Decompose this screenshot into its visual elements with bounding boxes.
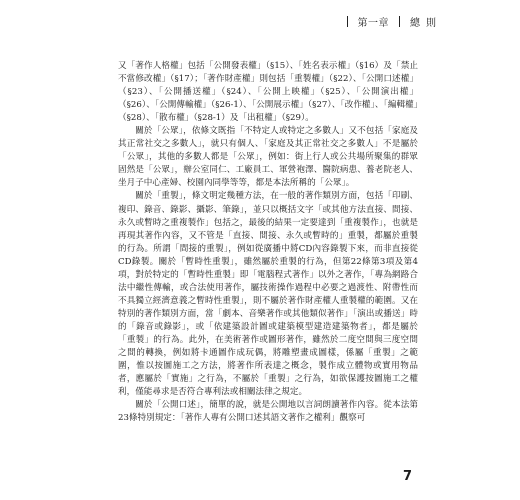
chapter-title: 總則: [410, 18, 442, 29]
running-head-divider: [399, 16, 400, 27]
running-head: [347, 14, 443, 29]
chapter-label: 第一章: [357, 18, 389, 29]
body-text: [118, 60, 418, 425]
paragraph-public-recitation: 關於「公開口述」，簡單的說，就是公開地以言詞朗讀著作內容。從本法第23條特別規定：「著作人專有公開口述其語文著作之權利」觀察可: [118, 400, 418, 424]
paragraph-public: 關於「公眾」，依條文既指「不特定人或特定之多數人」又不包括「家庭及其正常社交之多數人」，就只有個人、「家庭及其正常社交之多數人」不是屬於「公眾」，其他的多數人都是「公眾」，例如：街上行人或公共場所聚集的群眾固然是「公眾」，辦公室同仁、工廠員工、軍營袍澤、醫院病患、養老院老人、坐月子中心產婦、校園內同學等等，都是本法所稱的「公眾」。: [118, 126, 418, 189]
paragraph-reproduction: 關於「重製」，條文明定幾種方法，在一般的著作類別方面，包括「印刷、複印、錄音、錄影、攝影、筆錄」，並只以概括文字「或其他方法直接、間接、永久或暫時之重複製作」包括之，最後的結果一定要達到「重複製作」，也就是再現其著作內容，又不管是「直接、間接、永久或暫時的」重製，都屬於重製的行為。所謂「間接的重製」，例如從廣播中將CD內容錄製下來，而非直接從CD錄製。關於「暫時性重製」，雖然屬於重製的行為，但第22條第3項及第4項，對於特定的「暫時性重製」即「電腦程式著作」以外之著作，「專為網路合法中繼性傳輸，或合法使用著作，屬技術操作過程中必要之過渡性、附帶性而不具獨立經濟意義之暫時性重製」，則不屬於著作財產權人重製權的範圍。又在特別的著作類別方面，當「劇本、音樂著作或其他類似著作」「演出或播送」時的「錄音或錄影」，或「依建築設計圖或建築模型建造建築物者」，都是屬於「重製」的行為。此外，在美術著作或圖形著作，雖然於二度空間與三度空間之間的轉換，例如將卡通圖作成玩偶，將雕塑畫成圖樣，係屬「重製」之範圍，惟以按圖施工之方法，將著作所表達之概念，製作成立體物或實用物品者，應屬於「實施」之行為，不屬於「重製」之行為，如欲保護按圖施工之權利，僅能尋求是否符合專利法或相關法律之規定。: [118, 191, 418, 398]
page-number: 7: [403, 469, 413, 484]
paragraph-rights-list: 又「著作人格權」包括「公開發表權」（§15）、「姓名表示權」（§16）及「禁止不當修改權」（§17）；「著作財產權」則包括「重製權」（§22）、「公開口述權」（§23）、「公開播送權」（§24）、「公開上映權」（§25）、「公開演出權」（§26）、「公開傳輸權」（§26-1）、「公開展示權」（§27）、「改作權」、「編輯權」（§28）、「散布權」（§28-1）及「出租權」（§29）。: [118, 61, 418, 124]
running-head-left-rule: [347, 16, 348, 27]
